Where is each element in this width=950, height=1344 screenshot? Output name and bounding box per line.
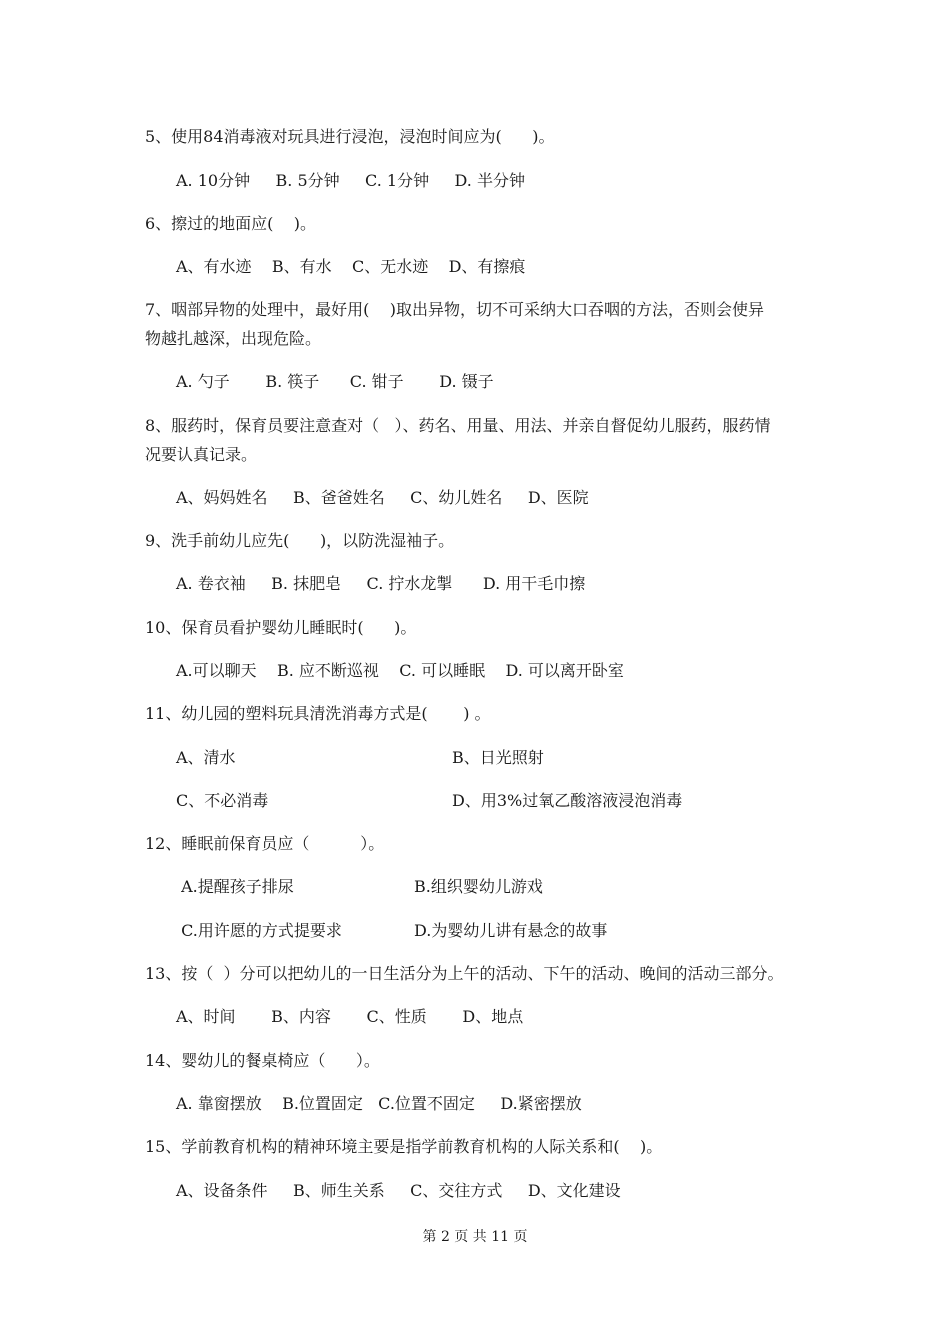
question-stem: 14、婴幼儿的餐桌椅应（ ）。 [145, 1051, 380, 1070]
question-stem: 12、睡眠前保育员应（ ）。 [145, 834, 385, 853]
question-options: A.可以聊天 B. 应不断巡视 C. 可以睡眠 D. 可以离开卧室 [176, 661, 624, 680]
question-options: A、设备条件 B、师生关系 C、交往方式 D、文化建设 [176, 1181, 621, 1200]
option-a: A.提醒孩子排尿 [176, 877, 294, 896]
question-stem: 5、使用84消毒液对玩具进行浸泡，浸泡时间应为( )。 [145, 127, 555, 146]
question-options: A. 勺子 B. 筷子 C. 钳子 D. 镊子 [176, 372, 494, 391]
page-footer: 第 2 页 共 11 页 [422, 1229, 528, 1245]
option-d: D.为婴幼儿讲有悬念的故事 [414, 921, 608, 940]
question-options: A、妈妈姓名 B、爸爸姓名 C、幼儿姓名 D、医院 [176, 488, 589, 507]
question-stem: 11、幼儿园的塑料玩具清洗消毒方式是( ) 。 [145, 704, 491, 723]
option-c: C、不必消毒 [176, 791, 269, 810]
question-stem: 15、学前教育机构的精神环境主要是指学前教育机构的人际关系和( )。 [145, 1137, 663, 1156]
question-stem: 6、擦过的地面应( )。 [145, 214, 317, 233]
option-a: A、清水 [176, 748, 236, 767]
question-stem: 7、咽部异物的处理中，最好用( )取出异物，切不可采纳大口吞咽的方法，否则会使异 [145, 300, 765, 319]
question-stem: 13、按（ ）分可以把幼儿的一日生活分为上午的活动、下午的活动、晚间的活动三部分。 [145, 964, 784, 983]
question-options: A. 10分钟 B. 5分钟 C. 1分钟 D. 半分钟 [176, 171, 525, 190]
question-stem-continued: 物越扎越深，出现危险。 [145, 329, 322, 348]
question-options: A. 靠窗摆放 B.位置固定 C.位置不固定 D.紧密摆放 [176, 1094, 582, 1113]
question-stem: 10、保育员看护婴幼儿睡眠时( )。 [145, 618, 417, 637]
option-c: C.用许愿的方式提要求 [176, 921, 342, 940]
question-stem-continued: 况要认真记录。 [145, 445, 258, 464]
question-stem: 9、洗手前幼儿应先( )，以防洗湿袖子。 [145, 531, 455, 550]
question-stem: 8、服药时，保育员要注意查对（ ）、药名、用量、用法、并亲自督促幼儿服药，服药情 [145, 416, 771, 435]
question-options: A、时间 B、内容 C、性质 D、地点 [176, 1007, 524, 1026]
question-options: A、有水迹 B、有水 C、无水迹 D、有擦痕 [176, 257, 526, 276]
question-options: A. 卷衣袖 B. 抹肥皂 C. 拧水龙掣 D. 用干毛巾擦 [176, 574, 586, 593]
option-b: B、日光照射 [452, 748, 544, 767]
option-b: B.组织婴幼儿游戏 [414, 877, 543, 896]
option-d: D、用3%过氧乙酸溶液浸泡消毒 [452, 791, 683, 810]
